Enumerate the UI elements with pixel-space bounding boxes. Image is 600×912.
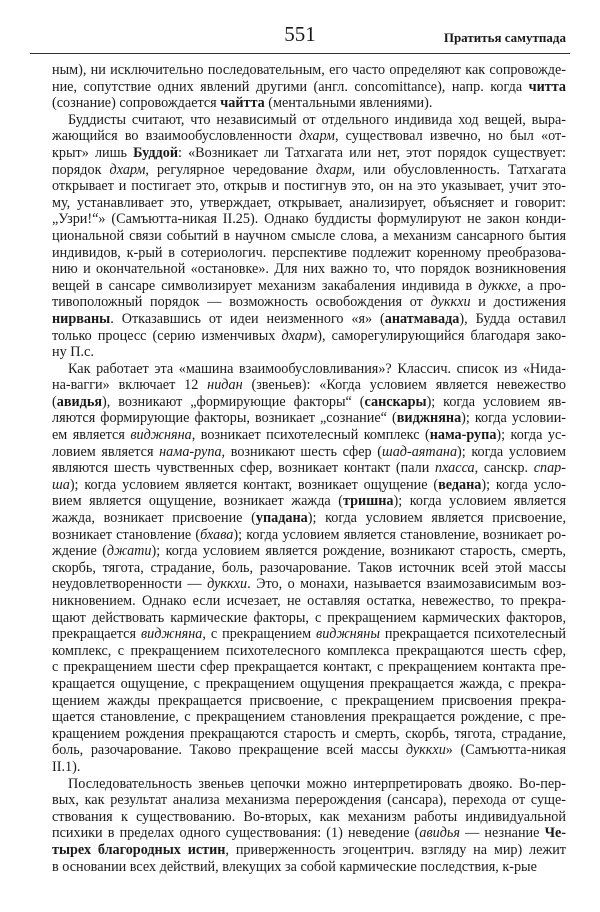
text-line — [52, 859, 566, 876]
text-run: щают действовать кармические факторы, с прекращением кармических факторов, — [52, 609, 566, 626]
paragraph — [52, 62, 566, 112]
text-run: II.1). — [52, 758, 81, 775]
text-run: , или обусловленность. Татхагата — [351, 161, 566, 178]
text-run: крыт» лишь — [52, 144, 134, 161]
text-run: циональной связи событий в научном смысле слова, а механизм сансарного бытия — [52, 227, 566, 244]
paragraph — [52, 361, 566, 776]
text-run: неудовлетворенности — — [52, 576, 208, 593]
text-run: — незнание — [459, 825, 545, 842]
text-line — [52, 809, 566, 826]
text-run: в основании всех действий, влекущих за собой кармические последствия, к-рые — [52, 858, 537, 875]
text-line — [52, 62, 566, 79]
italic-term: пхасса — [434, 460, 475, 477]
text-line — [52, 228, 566, 245]
text-line — [52, 460, 566, 477]
text-run: , приверженность эгоцентрич. взгляду на мир) лежит — [225, 841, 566, 858]
italic-term: дхарм — [109, 161, 146, 178]
text-line — [52, 742, 566, 759]
text-run: ); когда условием яв- — [426, 393, 566, 410]
italic-term: дхарм — [315, 161, 352, 178]
text-run: . Отказавшись от идеи неизменного «я» ( — [110, 310, 385, 327]
bold-term: санскары — [364, 393, 427, 410]
page-number: 551 — [284, 22, 316, 46]
text-line — [52, 759, 566, 776]
text-line — [52, 294, 566, 311]
text-run: ), Будда оставил — [459, 310, 566, 327]
text-run: Как работает эта «машина взаимообусловливания»? Классич. список из «Нида- — [68, 360, 566, 377]
text-line — [52, 842, 566, 859]
text-line — [52, 112, 566, 129]
page-body — [52, 62, 566, 875]
text-run: Последовательность звеньев цепочки можно интерпретировать двояко. Во-пер- — [68, 775, 566, 792]
text-line — [52, 377, 566, 394]
text-run: вием является ощущение, возникает жажда ( — [52, 493, 344, 510]
italic-term: дуккхи — [207, 576, 248, 593]
text-run: ); когда условии- — [461, 410, 567, 427]
text-run: никновением. Однако если исчезает, не оставляя остатка, невежество, то прекра- — [52, 593, 566, 609]
text-run: открывает и постигает это, открыв и постигнув это, он на это указывает, учит это- — [52, 178, 566, 195]
text-run: скорбь, тягота, страдание, боль, разочарование. Таков источник всей этой массы — [52, 559, 566, 576]
text-line — [52, 278, 566, 295]
text-line — [52, 610, 566, 627]
italic-term: дуккхи — [405, 742, 446, 759]
text-run: (сознание) сопровождается — [52, 95, 221, 112]
text-run: боль, разочарование. Таково прекращение всей массы — [52, 742, 406, 759]
text-line — [52, 162, 566, 179]
bold-term: тришна — [343, 493, 394, 510]
text-run: щением жажды прекращается присвоение, с прекращением присвоения прекра- — [52, 692, 566, 709]
italic-term: нама-рупа — [159, 443, 222, 460]
text-line — [52, 726, 566, 743]
text-line — [52, 527, 566, 544]
text-line — [52, 311, 566, 328]
italic-term: ша — [52, 476, 70, 493]
text-run: (ментальными явлениями). — [264, 95, 433, 112]
text-run: „Узри!“» (Самъютта-никая II.25). Однако буддисты формулируют не закон конди- — [52, 211, 566, 228]
text-line — [52, 128, 566, 145]
text-run: ным), ни исключительно последовательным, его часто определяют как сопровожде- — [52, 62, 566, 78]
header-rule — [30, 53, 570, 54]
text-run: » (Самъютта-никая — [445, 742, 566, 759]
bold-term: Буддой — [133, 144, 178, 161]
text-run: на-вагги» включает 12 — [52, 377, 208, 394]
text-run: возникает становление ( — [52, 526, 201, 543]
italic-term: виджняна — [130, 427, 192, 444]
text-line — [52, 145, 566, 162]
text-run: щается становление, с прекращением становления прекращается рождение, с пре- — [52, 709, 566, 726]
paragraph — [52, 776, 566, 876]
italic-term: авидья — [419, 825, 460, 842]
text-line — [52, 211, 566, 228]
text-run: ); когда ус- — [496, 427, 566, 444]
text-run: тивоположный порядок — возможность освобождения от — [52, 294, 431, 311]
italic-term: спар- — [533, 460, 566, 477]
text-run: и достижения — [470, 294, 566, 311]
text-run: , регулярное чередование — [145, 161, 316, 178]
text-run: вещей в сансаре символизирует механизм закабаления индивида в — [52, 277, 479, 294]
text-run: ); когда условием является присвоение, — [307, 510, 566, 527]
text-line — [52, 510, 566, 527]
bold-term: Че- — [544, 825, 566, 842]
text-run: психики в пределах одного существования: (1) неведение ( — [52, 825, 420, 842]
text-run: , с прекращением — [202, 626, 317, 643]
italic-term: дхарм — [299, 128, 335, 145]
text-run: Буддисты считают, что независимый от отдельного индивида ход вещей, выра- — [68, 111, 566, 128]
text-line — [52, 427, 566, 444]
bold-term: нама-рупа — [429, 427, 497, 444]
text-run: ); когда условием — [457, 443, 566, 460]
text-line — [52, 543, 566, 560]
text-line — [52, 477, 566, 494]
text-run: ); когда условием является рождение, возникают старость, смерть, — [151, 543, 566, 560]
running-title: Пратитья самутпада — [443, 30, 566, 45]
text-run: ( — [52, 393, 57, 410]
italic-term: джати — [106, 543, 152, 560]
text-run: ляются формирующие факторы, возникает „сознание“ ( — [52, 410, 397, 427]
text-run: ); когда усло- — [481, 476, 566, 493]
text-run: , возникают шесть сфер ( — [221, 443, 382, 460]
text-run: , существовал извечно, но был «от- — [334, 128, 566, 145]
text-run: ствования к существованию. Во-вторых, как механизм работы индивидуальной — [52, 808, 566, 825]
text-run: вых, как результат анализа механизма перерождения (сансара), перехода от суще- — [52, 792, 566, 809]
text-line — [52, 560, 566, 577]
bold-term: авидья — [56, 393, 103, 410]
text-line — [52, 693, 566, 710]
text-line — [52, 95, 566, 112]
paragraph — [52, 112, 566, 361]
italic-term: шад-аятана — [382, 443, 458, 460]
italic-term: бхава — [200, 526, 234, 543]
text-line — [52, 626, 566, 643]
text-line — [52, 792, 566, 809]
text-run: ем является — [52, 427, 131, 444]
text-run: ); когда условием является — [393, 493, 567, 510]
text-run: только процесс (серию изменчивых — [52, 327, 282, 344]
italic-term: нидан — [207, 377, 243, 394]
bold-term: читта — [528, 78, 566, 95]
bold-term: тырех благородных истин — [52, 841, 226, 858]
text-run: ждение ( — [52, 543, 107, 560]
text-run: кращением рождения прекращаются старость и смерть, скорбь, тягота, страдание, — [52, 725, 566, 742]
text-run: му, устанавливает это, утверждает, открывает, анализирует, объясняет и говорит: — [52, 194, 566, 211]
text-line — [52, 776, 566, 793]
text-run: . Это, о монахи, называется взаимозависимым воз- — [247, 576, 566, 593]
text-line — [52, 493, 566, 510]
text-run: ние, сопутствие одних явлений другими (англ. concomittance), напр. когда — [52, 78, 529, 95]
text-line — [52, 361, 566, 378]
bold-term: чайтта — [220, 95, 265, 112]
text-run: порядок — [52, 161, 110, 178]
text-run: ), саморегулирующийся благодаря зако- — [317, 327, 566, 344]
text-run: жающийся во взаимообусловленности — [52, 128, 300, 145]
text-run: , санскр. — [474, 460, 534, 477]
text-run: (звеньев): «Когда условием является невежество — [242, 377, 566, 394]
text-line — [52, 195, 566, 212]
italic-term: дуккхи — [430, 294, 471, 311]
text-run: нию и окончательной «остановке». Для них важно то, что порядок возникновения — [52, 261, 566, 278]
text-run: кращается ощущение, с прекращением ощущения прекращается жажда, с прекра- — [52, 675, 566, 692]
text-line — [52, 444, 566, 461]
italic-term: дхарм — [281, 327, 318, 344]
text-run: ), возникают „формирующие факторы“ ( — [102, 393, 365, 410]
text-run: являются шесть чувственных сфер, возникает контакт (пали — [52, 460, 435, 477]
italic-term: виджняны — [316, 626, 380, 643]
text-line — [52, 643, 566, 660]
italic-term: виджняна — [140, 626, 203, 643]
text-run: ); когда условием является контакт, возникает ощущение ( — [69, 476, 439, 493]
text-run: прекращается психотелесный — [379, 626, 567, 643]
italic-term: дуккхе — [478, 277, 518, 294]
text-run: комплекс, с прекращением психотелесного комплекса прекращаются шесть сфер, — [52, 642, 566, 659]
text-run: , возникает психотелесный комплекс ( — [191, 427, 430, 444]
text-run: индивидов, к-рый в сотериологич. перспективе подлежит коренному преобразова- — [52, 244, 566, 261]
text-line — [52, 245, 566, 262]
text-line — [52, 709, 566, 726]
text-run: ); когда условием является становление, возникает ро- — [233, 526, 566, 543]
text-line — [52, 79, 566, 96]
text-run: ну П.с. — [52, 344, 94, 361]
text-line — [52, 593, 566, 610]
text-run: жажда, возникает присвоение ( — [52, 510, 256, 527]
bold-term: анатмавада — [384, 310, 460, 327]
text-run: прекращается — [52, 626, 141, 643]
bold-term: нирваны — [52, 310, 111, 327]
text-line — [52, 394, 566, 411]
text-run: : «Возникает ли Татхагата или нет, этот порядок существует: — [178, 144, 566, 161]
text-line — [52, 576, 566, 593]
text-run: , а про- — [517, 277, 566, 294]
text-line — [52, 676, 566, 693]
text-line — [52, 261, 566, 278]
bold-term: ведана — [438, 476, 482, 493]
text-line — [52, 659, 566, 676]
text-line — [52, 328, 566, 345]
text-line — [52, 178, 566, 195]
bold-term: виджняна — [396, 410, 462, 427]
text-run: ловием является — [52, 443, 160, 460]
text-line — [52, 825, 566, 842]
text-line — [52, 410, 566, 427]
text-line — [52, 344, 566, 361]
text-run: с прекращением шести сфер прекращается контакт, с прекращением контакта пре- — [52, 659, 566, 676]
bold-term: упадана — [255, 510, 308, 527]
